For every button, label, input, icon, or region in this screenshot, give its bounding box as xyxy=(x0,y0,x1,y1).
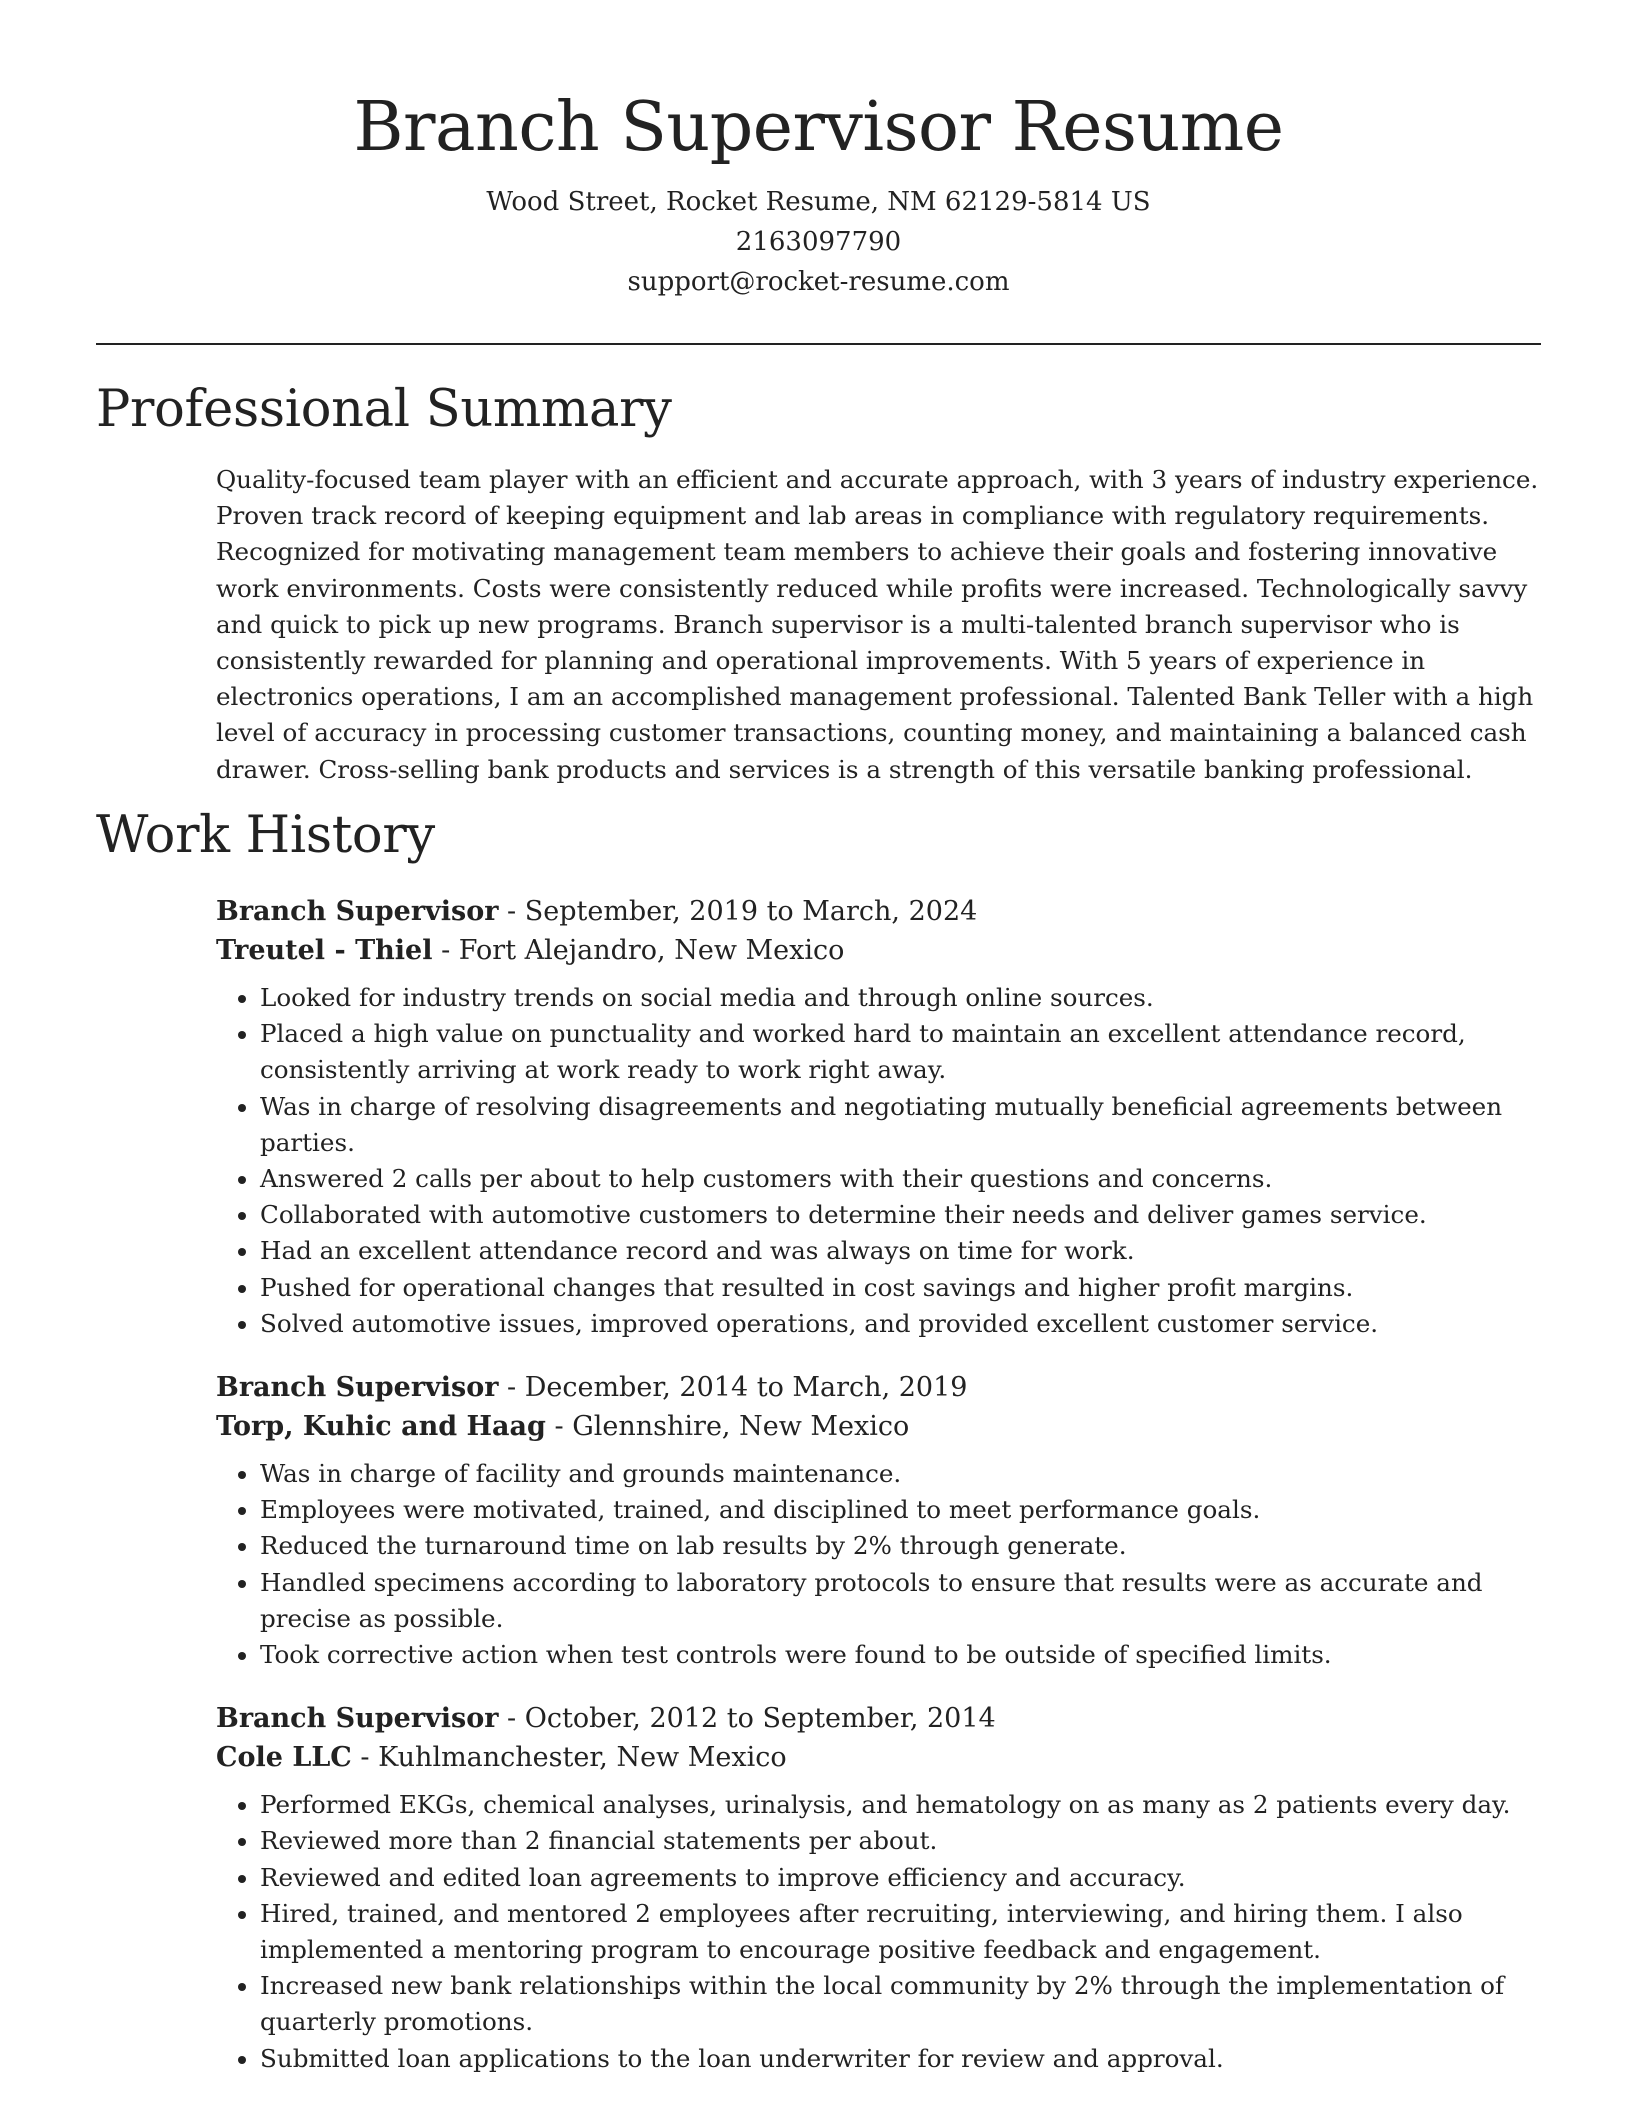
job-title: Branch Supervisor xyxy=(216,1703,499,1735)
summary-text: Quality-focused team player with an efficient and accurate approach, with 3 years of industry experience. Proven track record of keeping equipment and lab areas in compliance with regulatory requirements. Recognized for motivating management team members to achieve their goals and fostering innovative work environments. Costs were consistently reduced while profits were increased. Technologically savvy and quick to pick up new programs. Branch supervisor is a multi-talented branch supervisor who is consistently rewarded for planning and operational improvements. With 5 years of experience in electronics operations, I am an accomplished management professional. Talented Bank Teller with a high level of accuracy in processing customer transactions, counting money, and maintaining a balanced cash drawer. Cross-selling bank products and services is a strength of this versatile banking professional. xyxy=(216,465,1539,784)
contact-address: Wood Street, Rocket Resume, NM 62129-5814 US xyxy=(486,187,1151,217)
job-bullets xyxy=(216,1787,1541,2077)
job-bullet: • Hired, trained, and mentored 2 employees after recruiting, interviewing, and hiring them. I also implemented a mentoring program to encourage positive feedback and engagement. xyxy=(260,1896,1541,1968)
job-entry xyxy=(216,1699,1541,2077)
job-location: - Kuhlmanchester, New Mexico xyxy=(351,1742,787,1774)
job-entry xyxy=(216,892,1541,1342)
job-bullet: • Performed EKGs, chemical analyses, urinalysis, and hematology on as many as 2 patients every day. xyxy=(260,1787,1541,1823)
job-bullet: • Solved automotive issues, improved operations, and provided excellent customer service. xyxy=(260,1306,1541,1342)
job-bullet: • Was in charge of resolving disagreements and negotiating mutually beneficial agreements between parties. xyxy=(260,1089,1541,1161)
summary-heading: Professional Summary xyxy=(96,380,672,439)
job-company-line xyxy=(216,931,1541,970)
job-bullet: • Increased new bank relationships within the local community by 2% through the implementation of quarterly promotions. xyxy=(260,1968,1541,2040)
contact-block xyxy=(96,182,1541,302)
job-company: Cole LLC xyxy=(216,1742,352,1774)
job-title-line xyxy=(216,1368,1541,1407)
job-bullet: • Handled specimens according to laboratory protocols to ensure that results were as accurate and precise as possible. xyxy=(260,1565,1541,1637)
job-bullet: • Reviewed more than 2 financial statements per about. xyxy=(260,1823,1541,1859)
contact-phone: 2163097790 xyxy=(735,227,902,257)
job-dates: - September, 2019 to March, 2024 xyxy=(498,896,978,927)
work-history-heading: Work History xyxy=(96,806,435,865)
job-location: - Fort Alejandro, New Mexico xyxy=(432,935,845,966)
job-bullet: • Reduced the turnaround time on lab results by 2% through generate. xyxy=(260,1528,1541,1564)
job-dates: - December, 2014 to March, 2019 xyxy=(498,1372,968,1404)
job-company: Torp, Kuhic and Haag xyxy=(216,1411,546,1443)
resume-header xyxy=(96,84,1541,302)
job-title: Branch Supervisor xyxy=(216,896,499,927)
contact-email: support@rocket-resume.com xyxy=(627,267,1010,297)
job-title: Branch Supervisor xyxy=(216,1372,499,1404)
job-location: - Glennshire, New Mexico xyxy=(545,1411,910,1443)
header-divider xyxy=(96,343,1541,345)
job-bullet: • Looked for industry trends on social media and through online sources. xyxy=(260,980,1541,1016)
job-bullet: • Had an excellent attendance record and was always on time for work. xyxy=(260,1233,1541,1269)
job-company: Treutel - Thiel xyxy=(216,935,433,966)
job-bullet: • Was in charge of facility and grounds maintenance. xyxy=(260,1456,1541,1492)
job-bullet: • Submitted loan applications to the loan underwriter for review and approval. xyxy=(260,2041,1541,2077)
job-bullet: • Placed a high value on punctuality and worked hard to maintain an excellent attendance record, consistently arriving at work ready to work right away. xyxy=(260,1016,1541,1088)
job-bullet: • Pushed for operational changes that resulted in cost savings and higher profit margins. xyxy=(260,1270,1541,1306)
job-bullet: • Took corrective action when test controls were found to be outside of specified limits. xyxy=(260,1637,1541,1673)
job-title-line xyxy=(216,892,1541,931)
job-bullet: • Reviewed and edited loan agreements to improve efficiency and accuracy. xyxy=(260,1860,1541,1896)
job-company-line xyxy=(216,1738,1541,1777)
job-title-line xyxy=(216,1699,1541,1738)
work-history-list xyxy=(216,892,1541,2103)
job-bullets xyxy=(216,1456,1541,1673)
job-bullet: • Employees were motivated, trained, and disciplined to meet performance goals. xyxy=(260,1492,1541,1528)
job-bullet: • Collaborated with automotive customers to determine their needs and deliver games service. xyxy=(260,1197,1541,1233)
job-company-line xyxy=(216,1407,1541,1446)
job-entry xyxy=(216,1368,1541,1673)
job-bullet: • Answered 2 calls per about to help customers with their questions and concerns. xyxy=(260,1161,1541,1197)
resume-title: Branch Supervisor Resume xyxy=(353,88,1284,167)
job-bullets xyxy=(216,980,1541,1342)
job-dates: - October, 2012 to September, 2014 xyxy=(498,1703,996,1735)
